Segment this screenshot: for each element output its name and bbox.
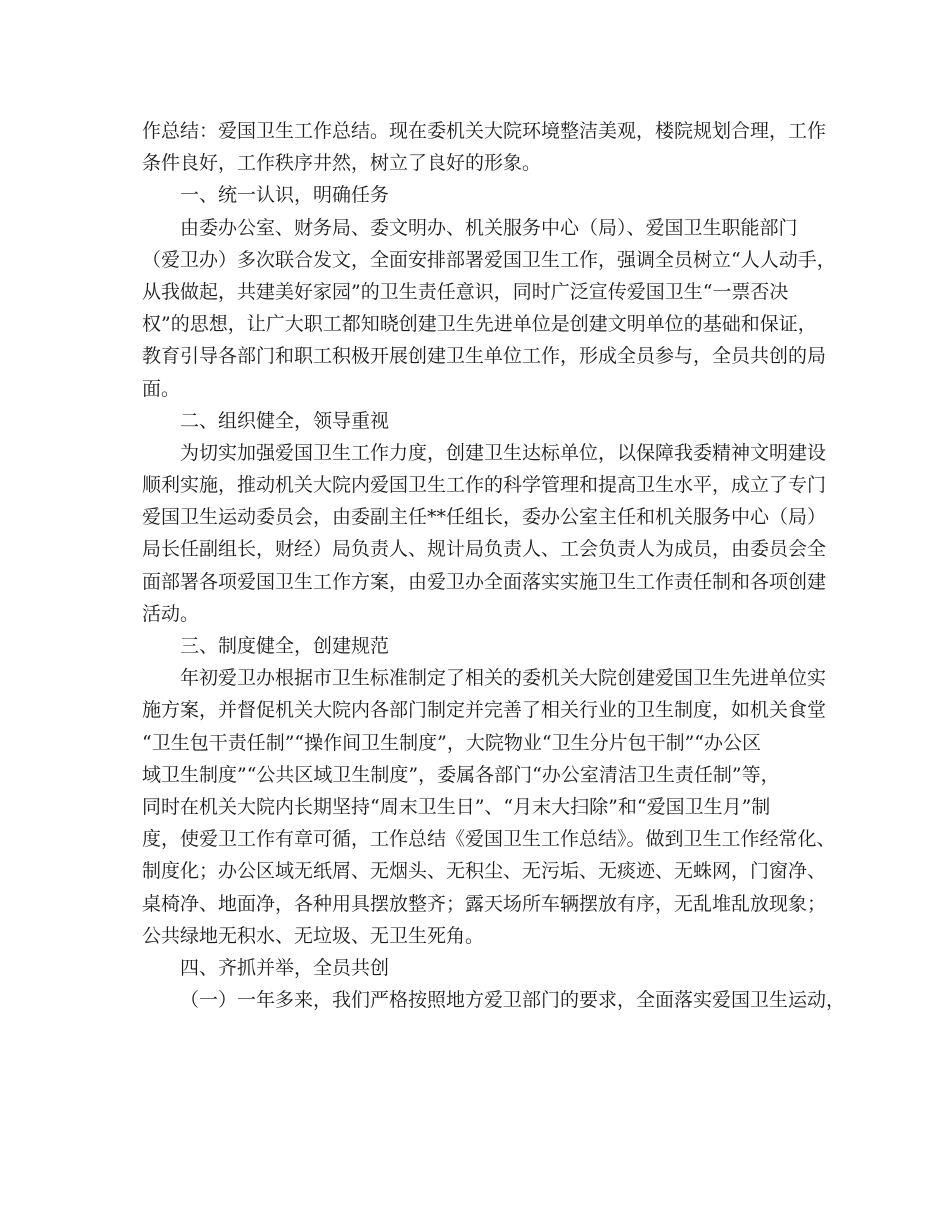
document-body — [142, 115, 846, 1016]
paragraph-line: 活动。 — [142, 602, 200, 625]
paragraph-line: 施方案，并督促机关大院内各部门制定并完善了相关行业的卫生制度，如机关食堂 — [142, 699, 827, 722]
section-heading: 二、组织健全，领导重视 — [180, 409, 390, 432]
paragraph-line: 顺利实施，推动机关大院内爱国卫生工作的科学管理和提高卫生水平，成立了专门 — [142, 474, 827, 497]
paragraph-line: 面部署各项爱国卫生工作方案，由爱卫办全面落实实施卫生工作责任制和各项创建 — [142, 570, 827, 593]
paragraph-line: 条件良好，工作秩序井然，树立了良好的形象。 — [142, 152, 542, 175]
paragraph-line: 作总结：爱国卫生工作总结。现在委机关大院环境整洁美观，楼院规划合理，工作 — [142, 120, 827, 142]
paragraph-line: （一）一年多来，我们严格按照地方爱卫部门的要求，全面落实爱国卫生运动， — [180, 989, 846, 1012]
section-heading: 三、制度健全，创建规范 — [180, 635, 390, 657]
paragraph-line: 制度化；办公区域无纸屑、无烟头、无积尘、无污垢、无痰迹、无蛛网，门窗净、 — [142, 860, 827, 883]
paragraph-line: 为切实加强爱国卫生工作力度，创建卫生达标单位，以保障我委精神文明建设 — [180, 441, 827, 464]
paragraph-line: 爱国卫生运动委员会，由委副主任**任组长，委办公室主任和机关服务中心（局） — [142, 506, 827, 529]
paragraph-line: 桌椅净、地面净，各种用具摆放整齐；露天场所车辆摆放有序，无乱堆乱放现象； — [142, 892, 827, 915]
paragraph-line: “卫生包干责任制”“操作间卫生制度”，大院物业“卫生分片包干制”“办公区 — [142, 731, 761, 754]
paragraph-line: （爱卫办）多次联合发文，全面安排部署爱国卫生工作，强调全员树立“人人动手， — [142, 248, 836, 271]
paragraph-line: 教育引导各部门和职工积极开展创建卫生单位工作，形成全员参与，全员共创的局 — [142, 345, 827, 368]
paragraph-line: 年初爱卫办根据市卫生标准制定了相关的委机关大院创建爱国卫生先进单位实 — [180, 667, 827, 690]
section-heading: 四、齐抓并举，全员共创 — [180, 956, 390, 979]
paragraph-line: 域卫生制度”“公共区域卫生制度”，委属各部门“办公室清洁卫生责任制”等， — [142, 763, 780, 786]
section-heading: 一、统一认识，明确任务 — [180, 184, 390, 207]
paragraph-line: 从我做起，共建美好家园”的卫生责任意识，同时广泛宣传爱国卫生“一票否决 — [142, 280, 789, 303]
paragraph-line: 公共绿地无积水、无垃圾、无卫生死角。 — [142, 924, 485, 947]
paragraph-line: 同时在机关大院内长期坚持“周末卫生日”、“月末大扫除”和“爱国卫生月”制 — [142, 795, 771, 818]
paragraph-line: 面。 — [142, 377, 181, 400]
paragraph-line: 局长任副组长，财经）局负责人、规计局负责人、工会负责人为成员，由委员会全 — [142, 538, 827, 561]
paragraph-line: 由委办公室、财务局、委文明办、机关服务中心（局）、爱国卫生职能部门 — [180, 216, 798, 239]
paragraph-line: 度，使爱卫工作有章可循，工作总结《爱国卫生工作总结》。做到卫生工作经常化、 — [142, 828, 836, 851]
paragraph-line: 权”的思想，让广大职工都知晓创建卫生先进单位是创建文明单位的基础和保证， — [142, 313, 817, 336]
